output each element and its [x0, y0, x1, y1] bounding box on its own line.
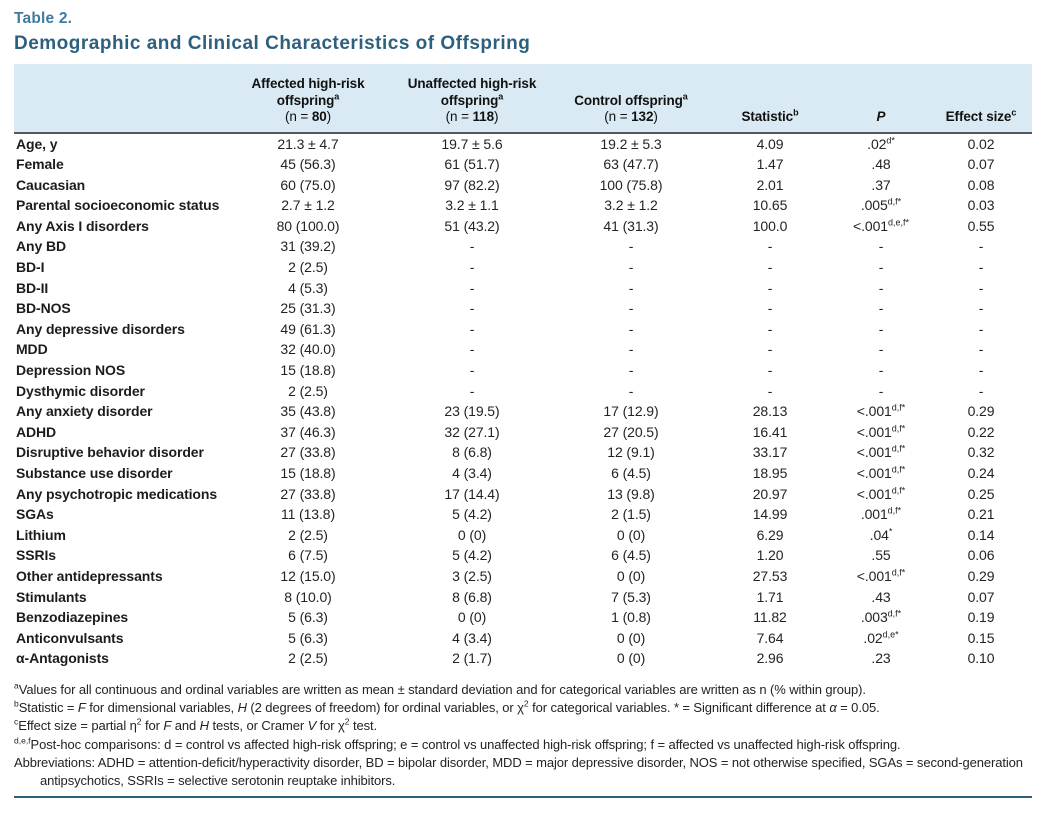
value-cell: 63 (47.7) — [603, 156, 659, 173]
column-header-unaffected: Unaffected high-risk offspring$^a$ (n = 118) — [390, 64, 554, 133]
value-cell: 11 (13.8) — [280, 506, 336, 523]
row-label-cell: BD-I — [16, 259, 45, 276]
value-cell: - — [628, 259, 634, 276]
value-cell: 6 (4.5) — [611, 547, 651, 564]
table-row — [14, 463, 1032, 484]
value-cell: 1.47 — [756, 156, 784, 173]
footnotes — [14, 681, 1032, 790]
value-cell: - — [978, 259, 984, 276]
value-cell: - — [978, 320, 984, 337]
row-label-cell: Depression NOS — [16, 362, 126, 379]
table-row — [14, 545, 1032, 566]
table-row — [14, 607, 1032, 628]
value-cell: 27.53 — [752, 567, 788, 584]
value-cell: 17 (14.4) — [444, 485, 500, 502]
value-cell: 0.25 — [967, 485, 995, 502]
value-cell: 5 (6.3) — [288, 609, 328, 626]
value-cell: 27 (33.8) — [280, 444, 336, 461]
value-cell: 25 (31.3) — [280, 300, 336, 317]
value-cell: 2.01 — [756, 176, 784, 193]
value-cell: 5 (4.2) — [452, 547, 492, 564]
value-cell: - — [978, 341, 984, 358]
value-cell: 10.65 — [752, 197, 788, 214]
row-label-cell: Any depressive disorders — [16, 320, 185, 337]
value-cell: 33.17 — [752, 444, 788, 461]
value-cell: 17 (12.9) — [603, 403, 659, 420]
value-cell: $<.001^{d,f*}$ — [856, 567, 906, 584]
value-cell: 15 (18.8) — [280, 362, 336, 379]
value-cell: 41 (31.3) — [603, 217, 659, 234]
value-cell: - — [469, 320, 475, 337]
value-cell: - — [628, 382, 634, 399]
value-cell: $<.001^{d,f*}$ — [856, 484, 906, 502]
value-cell: $<.001^{d,f*}$ — [856, 443, 906, 461]
value-cell: 0.22 — [967, 423, 995, 440]
value-cell: 0.07 — [967, 156, 995, 173]
value-cell: 2 (1.5) — [611, 506, 651, 523]
value-cell: 2.96 — [756, 650, 784, 667]
value-cell: $.02^{d*}$ — [867, 134, 895, 152]
value-cell: - — [978, 238, 984, 255]
value-cell: 0.21 — [967, 506, 995, 523]
table-row — [14, 133, 1032, 155]
value-cell: 0.15 — [967, 629, 995, 646]
value-cell: 0 (0) — [457, 609, 487, 626]
table-row — [14, 175, 1032, 196]
value-cell: - — [878, 362, 884, 379]
value-cell: 8 (6.8) — [452, 588, 492, 605]
value-cell: 21.3 ± 4.7 — [277, 135, 339, 152]
value-cell: - — [767, 259, 773, 276]
value-cell: 0.55 — [967, 217, 995, 234]
value-cell: - — [628, 279, 634, 296]
value-cell: - — [878, 259, 884, 276]
value-cell: 0 (0) — [616, 650, 646, 667]
value-cell: 20.97 — [752, 485, 788, 502]
value-cell: - — [767, 300, 773, 317]
table-header-row — [14, 64, 1032, 133]
value-cell: 5 (6.3) — [288, 629, 328, 646]
footnote: $^a$Values for all continuous and ordinal variables are written as mean ± standard deviation and for categorical variables are written as n (% within group). — [14, 680, 866, 697]
table-row — [14, 442, 1032, 463]
value-cell: - — [628, 341, 634, 358]
row-label-cell: Other antidepressants — [16, 567, 163, 584]
row-label-cell: Any Axis I disorders — [16, 217, 149, 234]
value-cell: 6.29 — [756, 526, 784, 543]
value-cell: 7.64 — [756, 629, 784, 646]
value-cell: 27 (33.8) — [280, 485, 336, 502]
value-cell: - — [978, 362, 984, 379]
value-cell: .23 — [871, 650, 891, 667]
value-cell: - — [628, 238, 634, 255]
value-cell: 51 (43.2) — [444, 217, 500, 234]
value-cell: 2 (2.5) — [288, 259, 328, 276]
table-row — [14, 257, 1032, 278]
table-row — [14, 587, 1032, 608]
table-body — [14, 133, 1032, 669]
value-cell: .37 — [871, 176, 891, 193]
value-cell: - — [628, 300, 634, 317]
table-row — [14, 504, 1032, 525]
value-cell: - — [767, 362, 773, 379]
value-cell: 0.08 — [967, 176, 995, 193]
value-cell: 32 (27.1) — [444, 423, 500, 440]
value-cell: 4 (3.4) — [452, 629, 492, 646]
value-cell: 28.13 — [752, 403, 788, 420]
value-cell: - — [767, 320, 773, 337]
row-label-cell: Lithium — [16, 526, 66, 543]
value-cell: 2 (2.5) — [288, 526, 328, 543]
value-cell: - — [978, 300, 984, 317]
value-cell: - — [469, 238, 475, 255]
page-title: Demographic and Clinical Characteristics of Offspring — [14, 33, 531, 54]
value-cell: 1.20 — [756, 547, 784, 564]
table-row — [14, 236, 1032, 257]
value-cell: 0 (0) — [616, 567, 646, 584]
value-cell: 3.2 ± 1.2 — [604, 197, 658, 214]
row-label-header — [14, 64, 226, 133]
value-cell: - — [628, 320, 634, 337]
value-cell: 100 (75.8) — [599, 176, 663, 193]
row-label-cell: Stimulants — [16, 588, 87, 605]
value-cell: 5 (4.2) — [452, 506, 492, 523]
value-cell: - — [878, 382, 884, 399]
value-cell: $.02^{d,e*}$ — [863, 629, 899, 646]
value-cell: 0.07 — [967, 588, 995, 605]
value-cell: - — [978, 382, 984, 399]
footnote: Abbreviations: ADHD = attention-deficit/hyperactivity disorder, BD = bipolar disorder, MDD = major depressive disorder, NOS = not otherwise specified, SGAs = second-generation antipsychotics, SSRIs = selective serotonin reuptake inhibitors. — [14, 754, 1023, 788]
table-row — [14, 298, 1032, 319]
bottom-rule — [14, 796, 1032, 798]
value-cell: - — [469, 362, 475, 379]
value-cell: .43 — [871, 588, 891, 605]
row-label-cell: α-Antagonists — [16, 650, 109, 667]
row-label-cell: BD-NOS — [16, 300, 71, 317]
value-cell: 37 (46.3) — [280, 423, 336, 440]
value-cell: 1.71 — [756, 588, 784, 605]
column-header-statistic: Statistic$^b$ — [708, 64, 832, 133]
value-cell: 0.06 — [967, 547, 995, 564]
table-row — [14, 628, 1032, 649]
table-number-label: Table 2. — [14, 10, 73, 27]
value-cell: - — [469, 259, 475, 276]
row-label-cell: MDD — [16, 341, 48, 358]
value-cell: 12 (9.1) — [607, 444, 655, 461]
footnote: $^{d,e,f}$Post-hoc comparisons: d = control vs affected high-risk offspring; e = control vs unaffected high-risk offspring; f = affected vs unaffected high-risk offspring. — [14, 735, 901, 752]
value-cell: 3.2 ± 1.1 — [445, 197, 499, 214]
row-label-cell: Benzodiazepines — [16, 609, 129, 626]
value-cell: 12 (15.0) — [280, 567, 336, 584]
value-cell: 35 (43.8) — [280, 403, 336, 420]
value-cell: 0.29 — [967, 403, 995, 420]
table-row — [14, 195, 1032, 216]
value-cell: $<.001^{d,f*}$ — [856, 464, 906, 481]
value-cell: 0.29 — [967, 567, 995, 584]
value-cell: 0.14 — [967, 526, 995, 543]
value-cell: - — [878, 300, 884, 317]
row-label-cell: SGAs — [16, 506, 54, 523]
row-label-cell: SSRIs — [16, 547, 56, 564]
row-label-cell: Any psychotropic medications — [16, 485, 218, 502]
value-cell: 61 (51.7) — [444, 156, 500, 173]
value-cell: - — [767, 279, 773, 296]
value-cell: 2.7 ± 1.2 — [281, 197, 335, 214]
value-cell: - — [469, 300, 475, 317]
value-cell: 0.10 — [967, 650, 995, 667]
value-cell: 6 (4.5) — [611, 465, 651, 481]
value-cell: 16.41 — [752, 423, 788, 440]
value-cell: 32 (40.0) — [280, 341, 336, 358]
value-cell: 15 (18.8) — [280, 465, 336, 481]
table-row — [14, 525, 1032, 546]
value-cell: - — [878, 238, 884, 255]
value-cell: 1 (0.8) — [611, 609, 651, 626]
table-row — [14, 319, 1032, 340]
value-cell: 0 (0) — [457, 526, 487, 543]
table-row — [14, 566, 1032, 587]
value-cell: $.005^{d,f*}$ — [860, 196, 902, 214]
value-cell: .48 — [871, 156, 891, 173]
column-header-affected: Affected high-risk offspring$^a$ (n = 80) — [226, 64, 390, 133]
value-cell: 2 (2.5) — [288, 382, 328, 399]
value-cell: 100.0 — [752, 217, 788, 234]
column-header-control: Control offspring$^a$ (n = 132) — [554, 64, 708, 133]
table-row — [14, 278, 1032, 299]
table-row — [14, 381, 1032, 402]
row-label-cell: ADHD — [16, 423, 57, 440]
value-cell: 11.82 — [753, 609, 787, 626]
value-cell: - — [878, 341, 884, 358]
value-cell: 8 (6.8) — [452, 444, 492, 461]
table-row — [14, 484, 1032, 505]
value-cell: - — [628, 362, 634, 379]
row-label-cell: Female — [16, 156, 64, 173]
value-cell: 60 (75.0) — [280, 176, 336, 193]
value-cell: 0.24 — [967, 465, 995, 481]
value-cell: 3 (2.5) — [452, 567, 492, 584]
footnote: $^c$Effect size = partial $\eta^2$ for F and H tests, or Cramer V for $\chi^2$ test. — [14, 717, 378, 734]
table-row — [14, 648, 1032, 669]
value-cell: 13 (9.8) — [607, 485, 655, 502]
value-cell: - — [878, 279, 884, 296]
value-cell: 2 (2.5) — [288, 650, 328, 667]
table-row — [14, 154, 1032, 175]
table-row — [14, 216, 1032, 237]
value-cell: 0.19 — [967, 609, 995, 626]
table-row — [14, 360, 1032, 381]
value-cell: .55 — [871, 547, 891, 564]
value-cell: 4 (3.4) — [452, 465, 492, 481]
row-label-cell: Parental socioeconomic status — [16, 197, 220, 214]
value-cell: 8 (10.0) — [284, 588, 332, 605]
row-label-cell: Any anxiety disorder — [16, 403, 153, 420]
value-cell: 0 (0) — [616, 629, 646, 646]
value-cell: $<.001^{d,f*}$ — [856, 402, 906, 420]
row-label-cell: Anticonvulsants — [16, 629, 124, 646]
table-head — [14, 64, 1032, 133]
value-cell: 97 (82.2) — [444, 176, 500, 193]
value-cell: - — [767, 341, 773, 358]
value-cell: 2 (1.7) — [452, 650, 492, 667]
column-header-p: P — [832, 64, 930, 133]
value-cell: $.001^{d,f*}$ — [860, 505, 902, 523]
column-header-effect: Effect size$^c$ — [930, 64, 1032, 133]
row-label-cell: Substance use disorder — [16, 465, 173, 481]
value-cell: 19.2 ± 5.3 — [600, 135, 662, 152]
value-cell: 4.09 — [756, 135, 784, 152]
value-cell: - — [469, 341, 475, 358]
value-cell: 23 (19.5) — [444, 403, 500, 420]
value-cell: $<.001^{d,f*}$ — [856, 423, 906, 440]
value-cell: 0 (0) — [616, 526, 646, 543]
value-cell: - — [469, 279, 475, 296]
value-cell: 27 (20.5) — [603, 423, 659, 440]
row-label-cell: BD-II — [16, 279, 49, 296]
row-label-cell: Disruptive behavior disorder — [16, 444, 204, 461]
value-cell: - — [767, 238, 773, 255]
table-row — [14, 339, 1032, 360]
table-row — [14, 422, 1032, 443]
value-cell: $<.001^{d,e,f*}$ — [853, 217, 909, 234]
value-cell: $.003^{d,f*}$ — [860, 608, 902, 626]
value-cell: - — [767, 382, 773, 399]
footnote: $^b$Statistic = F for dimensional variables, H (2 degrees of freedom) for ordinal variables, or $\chi^2$ for categorical variables. * = Significant difference at α = 0.05. — [14, 698, 880, 716]
row-label-cell: Age, y — [16, 135, 58, 152]
value-cell: 6 (7.5) — [288, 547, 328, 564]
row-label-cell: Caucasian — [16, 176, 86, 193]
value-cell: 80 (100.0) — [276, 217, 340, 234]
value-cell: 49 (61.3) — [280, 320, 336, 337]
row-label-cell: Any BD — [16, 238, 66, 255]
value-cell: - — [469, 382, 475, 399]
value-cell: 4 (5.3) — [288, 279, 328, 296]
value-cell: 0.32 — [967, 444, 995, 461]
value-cell: 45 (56.3) — [280, 156, 336, 173]
demographics-table — [14, 64, 1032, 669]
value-cell: - — [978, 279, 984, 296]
value-cell: - — [878, 320, 884, 337]
row-label-cell: Dysthymic disorder — [16, 382, 145, 399]
table-row — [14, 401, 1032, 422]
value-cell: 7 (5.3) — [611, 588, 651, 605]
value-cell: 18.95 — [752, 465, 788, 481]
value-cell: 14.99 — [752, 506, 788, 523]
value-cell: 0.03 — [967, 197, 995, 214]
value-cell: 19.7 ± 5.6 — [441, 135, 503, 152]
value-cell: 0.02 — [967, 135, 995, 152]
value-cell: 31 (39.2) — [280, 238, 336, 255]
value-cell: .04* — [869, 526, 893, 543]
